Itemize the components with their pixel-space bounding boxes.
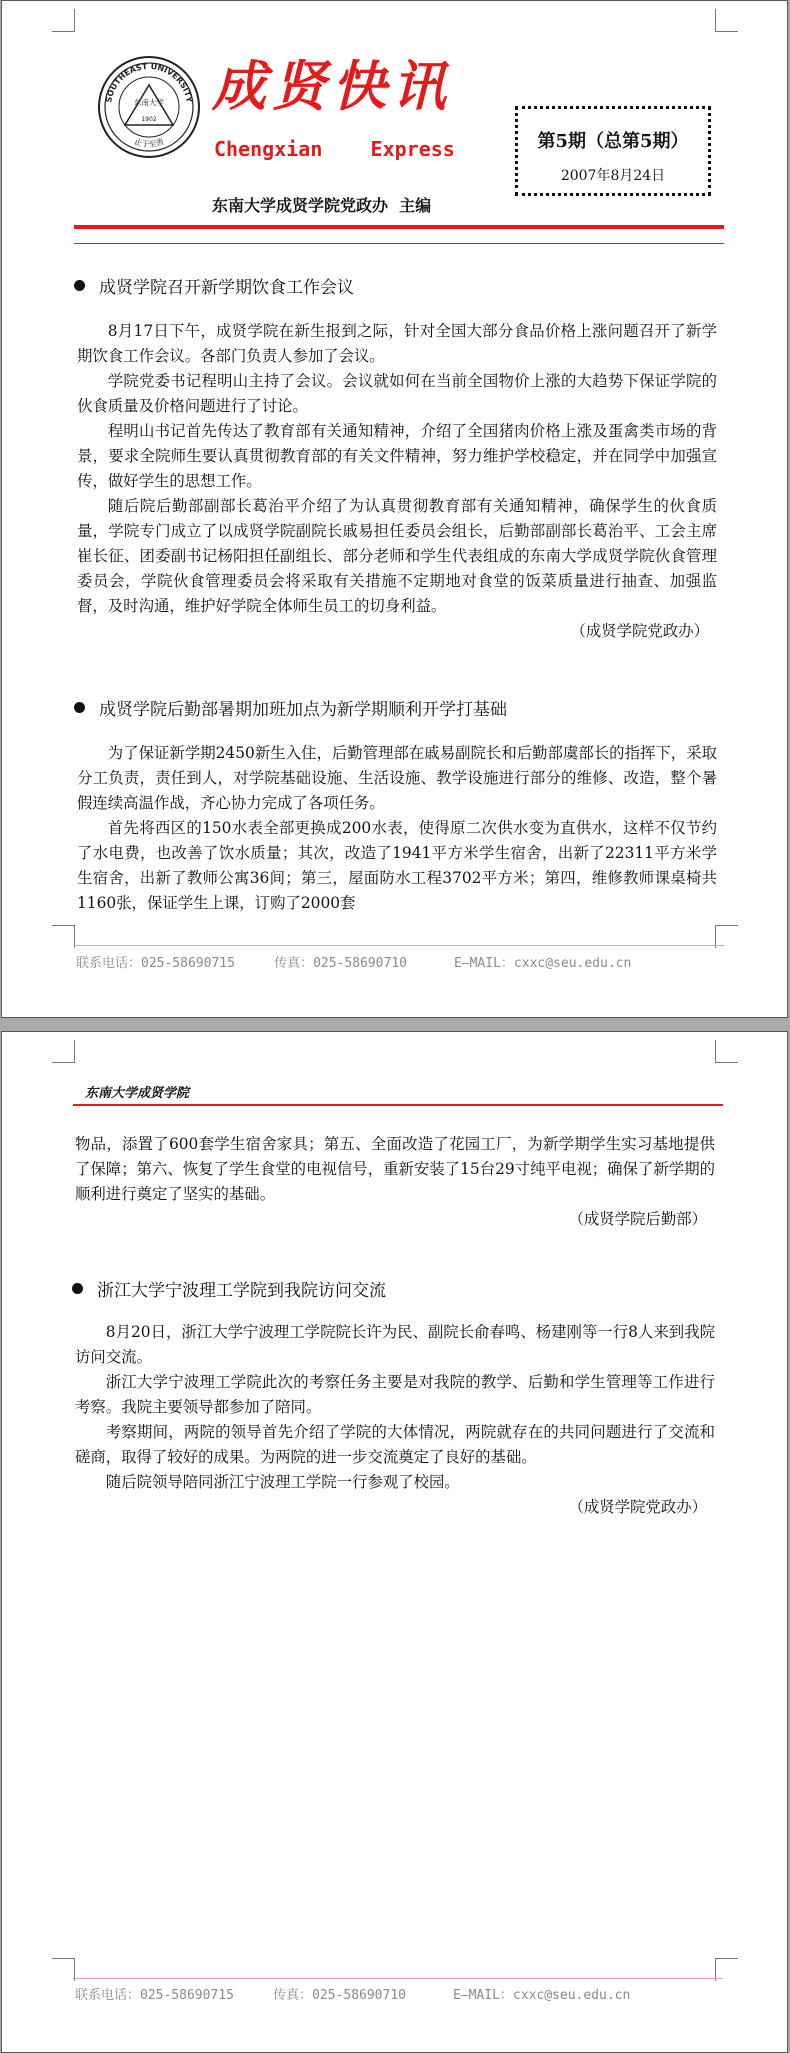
article-body xyxy=(77,319,717,644)
editor-line: 东南大学成贤学院党政办 主编 xyxy=(212,196,432,215)
header-rule-thin xyxy=(74,243,724,244)
running-head: 东南大学成贤学院 xyxy=(85,1086,190,1101)
paragraph: 考察期间，两院的领导首先介绍了学院的大体情况，两院就存在的共同问题进行了交流和磋商，取得了较好的成果。为两院的进一步交流奠定了良好的基础。 xyxy=(75,1423,715,1466)
footer xyxy=(76,952,631,971)
svg-text:SOUTHEAST UNIVERSITY: SOUTHEAST UNIVERSITY xyxy=(104,61,194,104)
crop-mark xyxy=(52,1040,75,1063)
article-body xyxy=(75,1320,715,1520)
crop-mark xyxy=(52,9,75,32)
paragraph: 浙江大学宁波理工学院此次的考察任务主要是对我院的教学、后勤和学生管理等工作进行考察。我院主要领导都参加了陪同。 xyxy=(75,1373,715,1416)
article-headline: 浙江大学宁波理工学院到我院访问交流 xyxy=(72,1276,386,1301)
footer-rule xyxy=(74,945,724,946)
running-head-rule xyxy=(73,1104,723,1106)
footer-fax: 传真：025-58690710 xyxy=(273,1988,406,2003)
issue-number: 第5期（总第5期） xyxy=(537,131,689,152)
header-rule xyxy=(74,225,724,229)
bullet-icon xyxy=(74,702,85,713)
bullet-icon xyxy=(72,1283,83,1294)
footer-email: E—MAIL：cxxc@seu.edu.cn xyxy=(453,956,632,971)
svg-text:1902: 1902 xyxy=(141,116,157,123)
page-1 xyxy=(1,0,788,1018)
article-headline: 成贤学院后勤部暑期加班加点为新学期顺利开学打基础 xyxy=(74,695,507,720)
crop-mark xyxy=(715,9,738,32)
article-headline: 成贤学院召开新学期饮食工作会议 xyxy=(74,273,354,298)
footer xyxy=(75,1984,630,2003)
issue-box xyxy=(515,106,711,196)
paragraph: 程明山书记首先传达了教育部有关通知精神，介绍了全国猪肉价格上涨及蛋禽类市场的背景，要求全院师生要认真贯彻教育部的有关文件精神，努力维护学校稳定，并在同学中加强宣传，做好学生的思想工作。 xyxy=(77,422,717,490)
bullet-icon xyxy=(74,280,85,291)
paragraph: 为了保证新学期2450新生入住，后勤管理部在戚易副院长和后勤部虞部长的指挥下，采取分工负责，责任到人，对学院基础设施、生活设施、教学设施进行部分的维修、改造，整个暑假连续高温作战，齐心协力完成了各项任务。 xyxy=(77,744,717,812)
paragraph: 随后院领导陪同浙江宁波理工学院一行参观了校园。 xyxy=(105,1473,460,1491)
paragraph: 8月17日下午，成贤学院在新生报到之际，针对全国大部分食品价格上涨问题召开了新学期饮食工作会议。各部门负责人参加了会议。 xyxy=(77,322,717,365)
footer-rule xyxy=(73,1978,723,1979)
crop-mark xyxy=(52,925,75,948)
article-source: （成贤学院后勤部） xyxy=(568,1210,707,1228)
article-source: （成贤学院党政办） xyxy=(570,622,709,640)
newsletter-title: 成贤快讯 xyxy=(212,54,452,118)
paragraph: 随后院后勤部副部长葛治平介绍了为认真贯彻教育部有关通知精神，确保学生的伙食质量，学院专门成立了以成贤学院副院长戚易担任委员会组长，后勤部副部长葛治平、工会主席崔长征、团委副书记杨阳担任副组长、部分老师和学生代表组成的东南大学成贤学院伙食管理委员会，学院伙食管理委员会将采取有关措施不定期地对食堂的饭菜质量进行抽查、加强监督，及时沟通，维护好学院全体师生员工的切身利益。 xyxy=(77,497,717,615)
paragraph: 8月20日，浙江大学宁波理工学院院长许为民、副院长俞春鸣、杨建刚等一行8人来到我院访问交流。 xyxy=(75,1323,715,1366)
svg-text:东南大学: 东南大学 xyxy=(134,98,164,107)
article-body xyxy=(77,741,717,916)
article-body-continued xyxy=(75,1132,715,1232)
footer-fax: 传真：025-58690710 xyxy=(274,956,407,971)
crop-mark xyxy=(715,1040,738,1063)
crop-mark xyxy=(52,1958,75,1981)
university-seal-logo xyxy=(97,55,201,159)
footer-phone: 联系电话：025-58690715 xyxy=(76,956,235,971)
footer-phone: 联系电话：025-58690715 xyxy=(75,1988,234,2003)
newsletter-title-english: Chengxian Express xyxy=(214,137,455,161)
paragraph: 物品，添置了600套学生宿舍家具；第五、全面改造了花园工厂，为新学期学生实习基地提供了保障；第六、恢复了学生食堂的电视信号，重新安装了15台29寸纯平电视；确保了新学期的顺利进行奠定了坚实的基础。 xyxy=(75,1135,715,1203)
article-source: （成贤学院党政办） xyxy=(568,1498,707,1516)
paragraph: 首先将西区的150水表全部更换成200水表，使得原二次供水变为直供水，这样不仅节约了水电费，也改善了饮水质量；其次，改造了1941平方米学生宿舍，出新了22311平方米学生宿舍，出新了教师公寓36间；第三，屋面防水工程3702平方米；第四，维修教师课桌椅共1160张，保证学生上课，订购了2000套 xyxy=(77,819,717,912)
svg-text:止于至善: 止于至善 xyxy=(132,136,166,150)
footer-email: E—MAIL：cxxc@seu.edu.cn xyxy=(452,1988,631,2003)
paragraph: 学院党委书记程明山主持了会议。会议就如何在当前全国物价上涨的大趋势下保证学院的伙食质量及价格问题进行了讨论。 xyxy=(77,372,717,415)
issue-date: 2007年8月24日 xyxy=(560,168,666,184)
